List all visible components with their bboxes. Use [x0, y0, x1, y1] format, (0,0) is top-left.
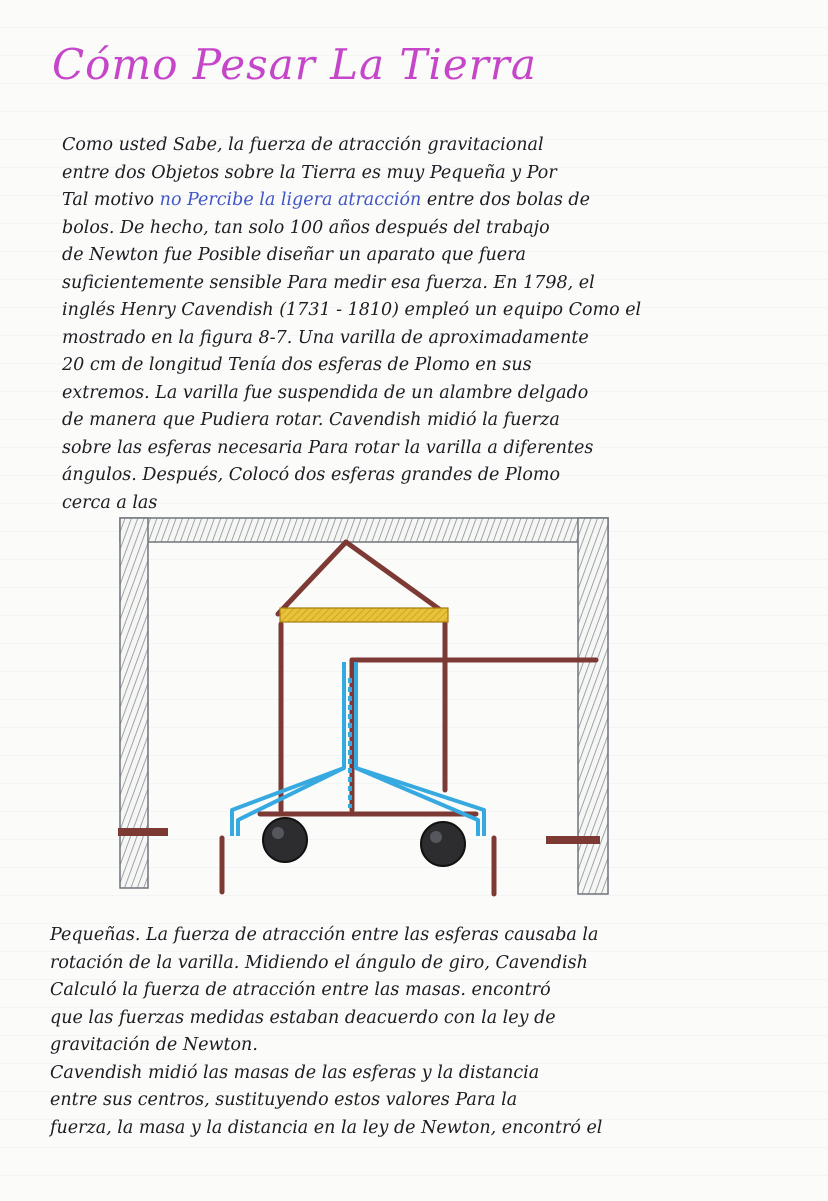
side-stubs: [118, 828, 600, 844]
text-segment: Tal motivo: [62, 190, 155, 210]
text-line: de manera que Pudiera rotar. Cavendish midió la fuerza: [62, 410, 560, 430]
text-line: gravitación de Newton.: [50, 1035, 258, 1055]
text-segment: entre dos bolas de: [426, 190, 590, 210]
text-line: sobre las esferas necesaria Para rotar la varilla a diferentes: [62, 437, 594, 458]
text-line: que las fuerzas medidas estaban deacuerdo con la ley de: [50, 1007, 556, 1028]
text-line: fuerza, la masa y la distancia en la ley de Newton, encontró el: [50, 1117, 603, 1138]
cavendish-apparatus-drawing: [100, 498, 628, 910]
text-line: bolos. De hecho, tan solo 100 años después del trabajo: [62, 217, 550, 238]
lead-spheres: [263, 818, 465, 866]
text-line: extremos. La varilla fue suspendida de un alambre delgado: [62, 382, 589, 403]
text-line: mostrado en la figura 8-7. Una varilla de aproximadamente: [62, 327, 589, 348]
text-line: de Newton fue Posible diseñar un aparato que fuera: [62, 245, 526, 265]
text-line: Como usted Sabe, la fuerza de atracción gravitacional: [62, 135, 544, 155]
text-line: entre dos Objetos sobre la Tierra es muy Pequeña y Por: [62, 162, 557, 183]
text-line: cerca a las: [62, 492, 158, 513]
text-line: Cavendish midió las masas de las esferas y la distancia: [50, 1062, 540, 1083]
outro-paragraph: [50, 922, 790, 1142]
text-line: rotación de la varilla. Midiendo el ángulo de giro, Cavendish: [50, 952, 588, 973]
text-line: entre sus centros, sustituyendo estos valores Para la: [50, 1090, 518, 1110]
text-line: suficientemente sensible Para medir esa fuerza. En 1798, el: [62, 272, 595, 293]
text-line: Pequeñas. La fuerza de atracción entre las esferas causaba la: [50, 925, 599, 945]
page-title: Cómo Pesar La Tierra: [52, 40, 537, 89]
blue-ink-text: no Percibe la ligera atracción: [159, 190, 422, 210]
yellow-beam: [280, 608, 448, 622]
text-line: [62, 187, 802, 215]
text-line: 20 cm de longitud Tenía dos esferas de Plomo en sus: [62, 355, 532, 375]
intro-paragraph: [62, 132, 802, 517]
text-line: ángulos. Después, Colocó dos esferas grandes de Plomo: [62, 465, 561, 485]
text-line: inglés Henry Cavendish (1731 - 1810) empleó un equipo Como el: [62, 300, 642, 320]
text-line: Calculó la fuerza de atracción entre las masas. encontró: [50, 980, 551, 1000]
enclosure-walls: [120, 518, 608, 894]
